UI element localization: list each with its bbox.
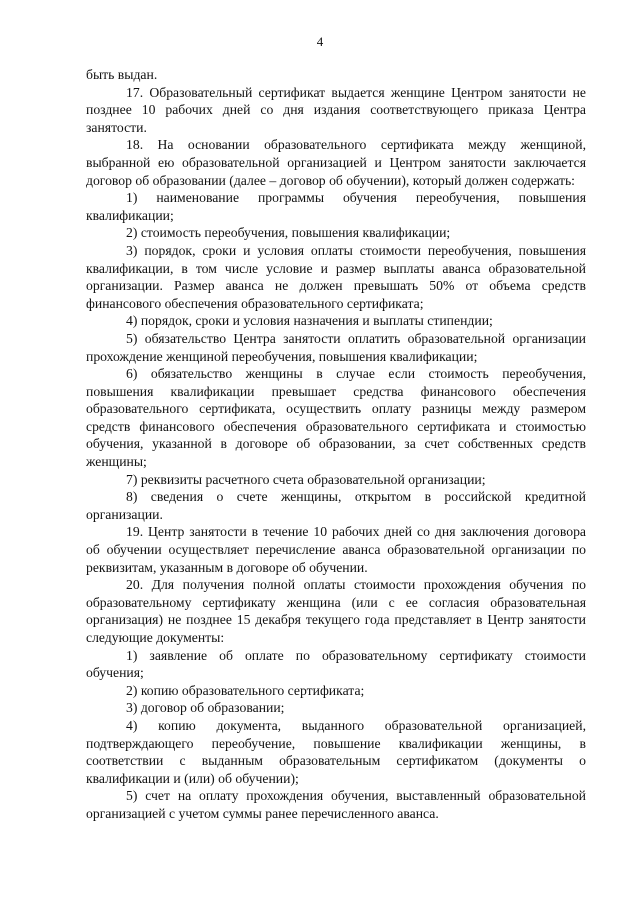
- list-item-20-5: 5) счет на оплату прохождения обучения, выставленный образовательной организацией с учетом суммы ранее перечисленного аванса.: [86, 788, 586, 821]
- list-item-20-2: 2) копию образовательного сертификата;: [126, 682, 365, 698]
- page-number: 4: [316, 34, 324, 49]
- list-item-18-6: 6) обязательство женщины в случае если стоимость переобучения, повышения квалификации превышает средства финансового обеспечения образовательного сертификата, осуществить оплату разницы между размером средств финансового обеспечения образовательного сертификата и стоимостью обучения, указанной в договоре об образовании, за счет собственных средств женщины;: [86, 366, 586, 470]
- list-item-20-1: 1) заявление об оплате по образовательному сертификату стоимости обучения;: [86, 647, 586, 681]
- paragraph-20: 20. Для получения полной оплаты стоимости прохождения обучения по образовательному сертификату женщина (или с ее согласия образовательная организация) не позднее 15 декабря текущего года представляет в Центр занятости следующие документы:: [86, 577, 586, 645]
- list-item-18-7: 7) реквизиты расчетного счета образовательной организации;: [126, 471, 486, 487]
- list-item-18-8: 8) сведения о счете женщины, открытом в российской кредитной организации.: [86, 489, 586, 522]
- paragraph-19: 19. Центр занятости в течение 10 рабочих дней со дня заключения договора об обучении осуществляет перечисление аванса образовательной организации по реквизитам, указанным в договоре об обучении.: [86, 524, 586, 575]
- list-item-18-5: 5) обязательство Центра занятости оплатить образовательной организации прохождение женщиной переобучения, повышения квалификации;: [86, 330, 586, 364]
- list-item-18-3: 3) порядок, сроки и условия оплаты стоимости переобучения, повышения квалификации, в том числе условие и размер выплаты аванса образовательной организации. Размер аванса не должен превышать 50% от объема средств финансового обеспечения образовательного сертификата;: [86, 242, 586, 311]
- paragraph-18: 18. На основании образовательного сертификата между женщиной, выбранной ею образовательной организацией и Центром занятости заключается договор об образовании (далее – договор об обучении), который должен содержать:: [86, 137, 586, 188]
- paragraph-continuation: быть выдан.: [86, 67, 158, 82]
- list-item-18-1: 1) наименование программы обучения переобучения, повышения квалификации;: [86, 190, 586, 223]
- list-item-20-4: 4) копию документа, выданного образовательной организацией, подтверждающего переобучение, повышение квалификации женщины, в соответствии с выданным образовательным сертификатом (документы о квалификации и (или) об обучении);: [86, 717, 586, 786]
- list-item-18-2: 2) стоимость переобучения, повышения квалификации;: [126, 225, 451, 241]
- list-item-20-3: 3) договор об образовании;: [126, 700, 285, 716]
- list-item-18-4: 4) порядок, сроки и условия назначения и выплаты стипендии;: [126, 313, 493, 329]
- document-body: [86, 66, 586, 823]
- paragraph-17: 17. Образовательный сертификат выдается женщине Центром занятости не позднее 10 рабочих дней со дня издания соответствующего приказа Центра занятости.: [86, 84, 586, 135]
